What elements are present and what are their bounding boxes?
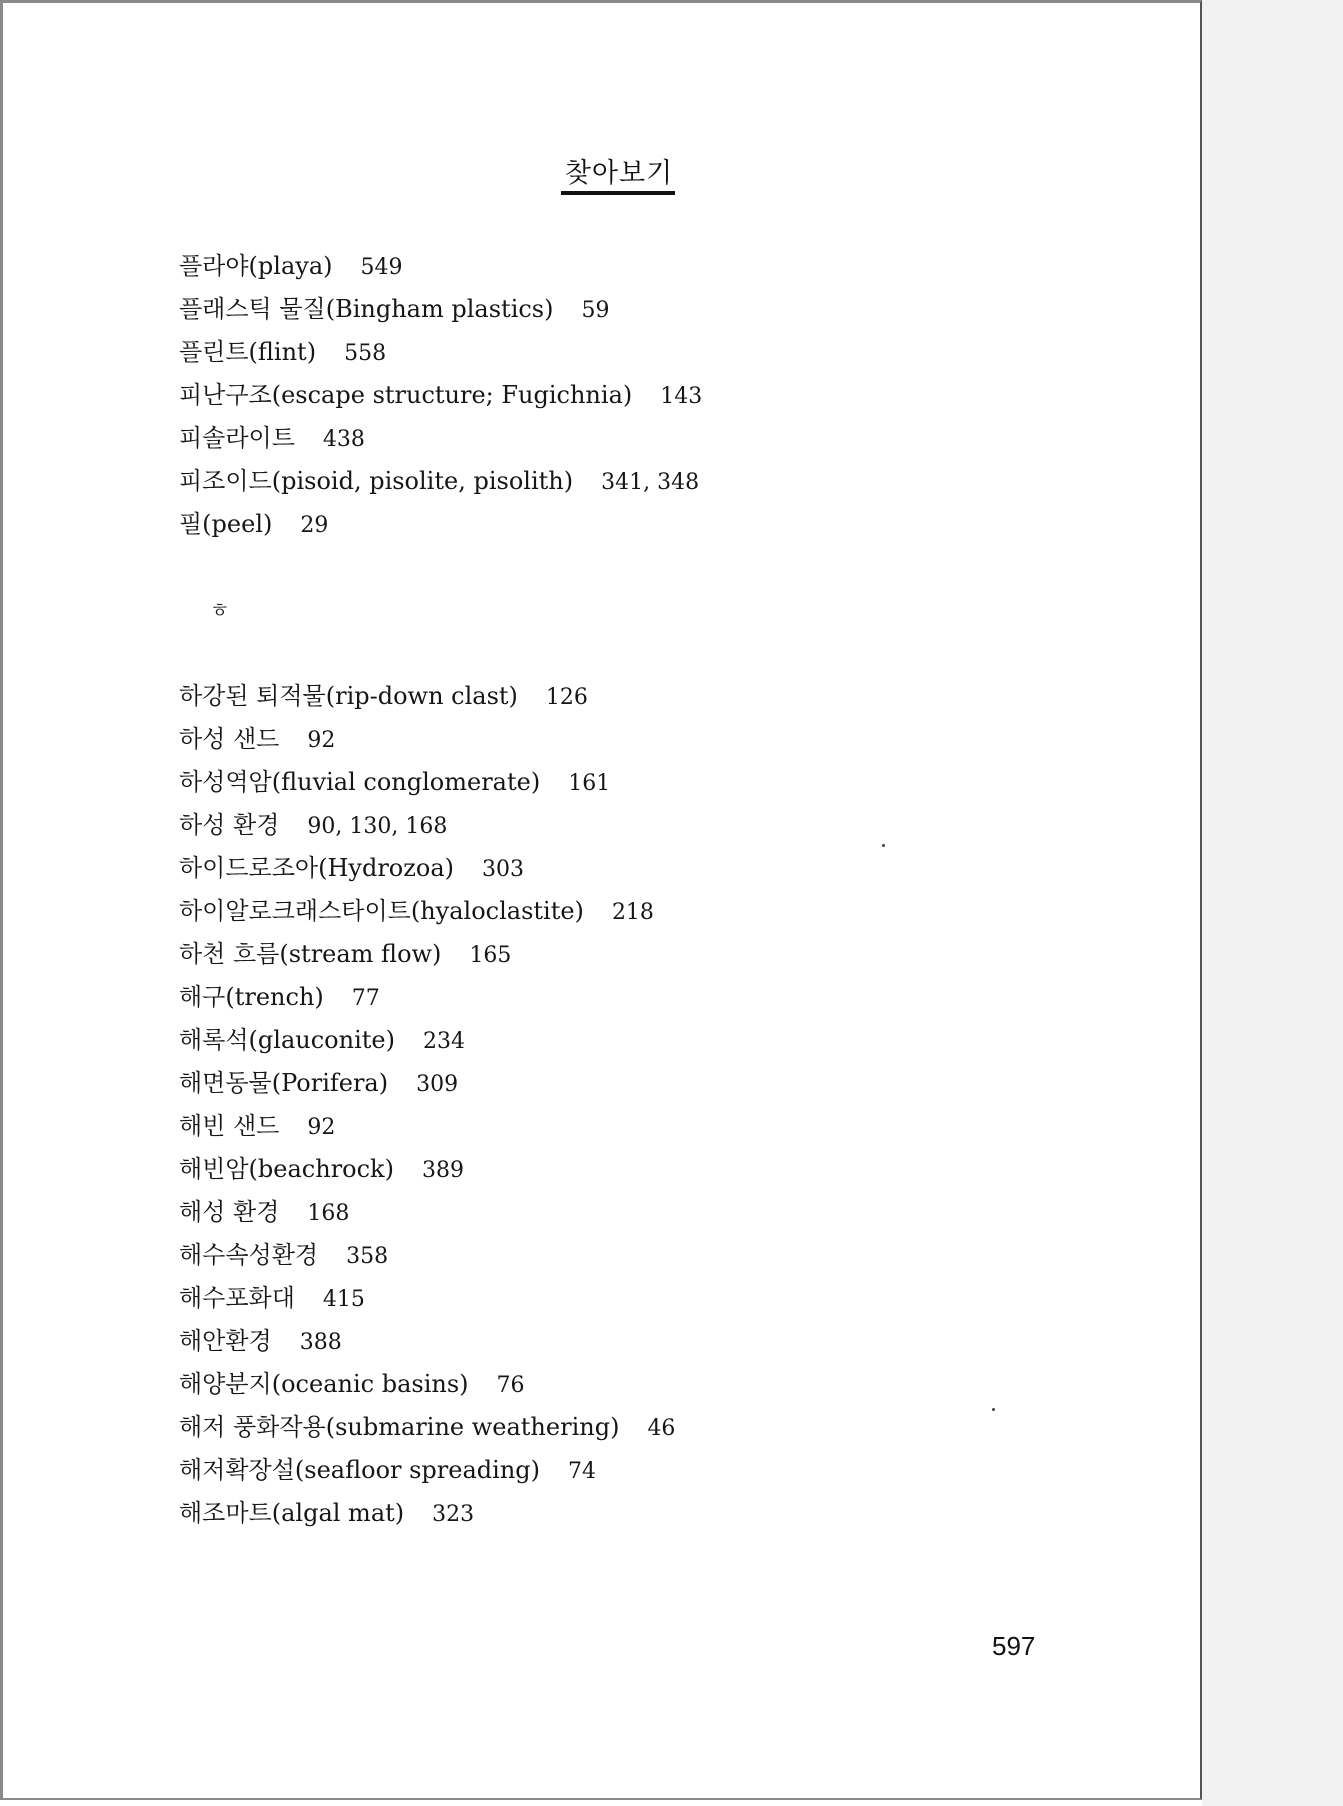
index-page-ref: 143 [660,384,703,409]
index-entry [179,331,702,374]
index-list-group1 [179,245,702,546]
index-entry [179,374,702,417]
index-page-ref: 161 [568,771,611,796]
page-gutter [1202,0,1343,1806]
index-page-ref: 323 [432,1502,475,1527]
index-term: 플린트(flint) [179,338,317,366]
index-term: 하이알로크래스타이트(hyaloclastite) [179,897,584,925]
index-term: 해빈 샌드 [179,1112,280,1140]
index-entry [179,847,675,890]
index-page-ref: 168 [307,1201,350,1226]
index-page-ref: 549 [360,255,403,280]
index-page-ref: 92 [307,1115,336,1140]
index-page-ref: 234 [422,1029,465,1054]
index-term: 해면동물(Porifera) [179,1069,389,1097]
index-entry [179,933,675,976]
index-page-ref: 74 [568,1459,597,1484]
index-page-ref: 303 [482,857,525,882]
index-term: 해수속성환경 [179,1241,319,1269]
page-number: 597 [992,1631,1036,1661]
index-entry [179,804,675,847]
index-term: 플라야(playa) [179,252,333,280]
index-page-ref: 388 [299,1330,342,1355]
title-underline [561,191,675,195]
index-term: 피난구조(escape structure; Fugichnia) [179,381,633,409]
index-entry [179,288,702,331]
index-entry [179,675,675,718]
index-term: 하성역암(fluvial conglomerate) [179,768,541,796]
index-entry [179,1320,675,1363]
index-term: 해록석(glauconite) [179,1026,395,1054]
index-term: 해양분지(oceanic basins) [179,1370,469,1398]
index-page-ref: 389 [421,1158,464,1183]
index-term: 해안환경 [179,1327,272,1355]
index-entry [179,460,702,503]
index-page-ref: 309 [416,1072,459,1097]
index-page-ref: 438 [322,427,365,452]
index-entry [179,718,675,761]
index-term: 해빈암(beachrock) [179,1155,394,1183]
index-term: 해성 환경 [179,1198,280,1226]
index-page-ref: 415 [322,1287,365,1312]
scan-speck [882,844,885,847]
index-page-ref: 341, 348 [601,470,700,495]
index-page-ref: 165 [469,943,512,968]
index-page-ref: 558 [344,341,387,366]
index-term: 하이드로조아(Hydrozoa) [179,854,455,882]
index-entry [179,890,675,933]
index-entry [179,503,702,546]
index-page-ref: 218 [611,900,654,925]
index-entry [179,976,675,1019]
index-page-ref: 126 [545,685,588,710]
index-page-ref: 59 [581,298,610,323]
index-entry [179,761,675,804]
index-entry [179,417,702,460]
index-entry [179,1191,675,1234]
index-term: 플래스틱 물질(Bingham plastics) [179,295,554,323]
index-page-ref: 29 [300,513,329,538]
index-page-ref: 46 [647,1416,676,1441]
index-entry [179,1234,675,1277]
index-page-ref: 358 [346,1244,389,1269]
index-term: 해저확장설(seafloor spreading) [179,1456,541,1484]
index-term: 해수포화대 [179,1284,295,1312]
index-term: 피솔라이트 [179,424,295,452]
index-term: 하강된 퇴적물(rip-down clast) [179,682,518,710]
index-page-ref: 92 [307,728,336,753]
index-entry [179,1148,675,1191]
page-title: 찾아보기 [564,158,674,189]
index-entry [179,245,702,288]
index-term: 필(peel) [179,510,273,538]
index-term: 피조이드(pisoid, pisolite, pisolith) [179,467,574,495]
index-entry [179,1019,675,1062]
index-term: 해저 풍화작용(submarine weathering) [179,1413,620,1441]
index-page-ref: 90, 130, 168 [307,814,448,839]
index-term: 해구(trench) [179,983,324,1011]
index-entry [179,1449,675,1492]
section-heading: ㅎ [210,598,230,622]
index-term: 하천 흐름(stream flow) [179,940,442,968]
index-entry [179,1492,675,1535]
index-entry [179,1363,675,1406]
index-entry [179,1062,675,1105]
index-page-ref: 76 [496,1373,525,1398]
index-entry [179,1406,675,1449]
scan-speck [992,1408,995,1411]
index-term: 하성 샌드 [179,725,280,753]
index-page-ref: 77 [351,986,380,1011]
index-term: 하성 환경 [179,811,280,839]
index-entry [179,1105,675,1148]
index-list-group2 [179,675,675,1535]
index-term: 해조마트(algal mat) [179,1499,405,1527]
index-entry [179,1277,675,1320]
